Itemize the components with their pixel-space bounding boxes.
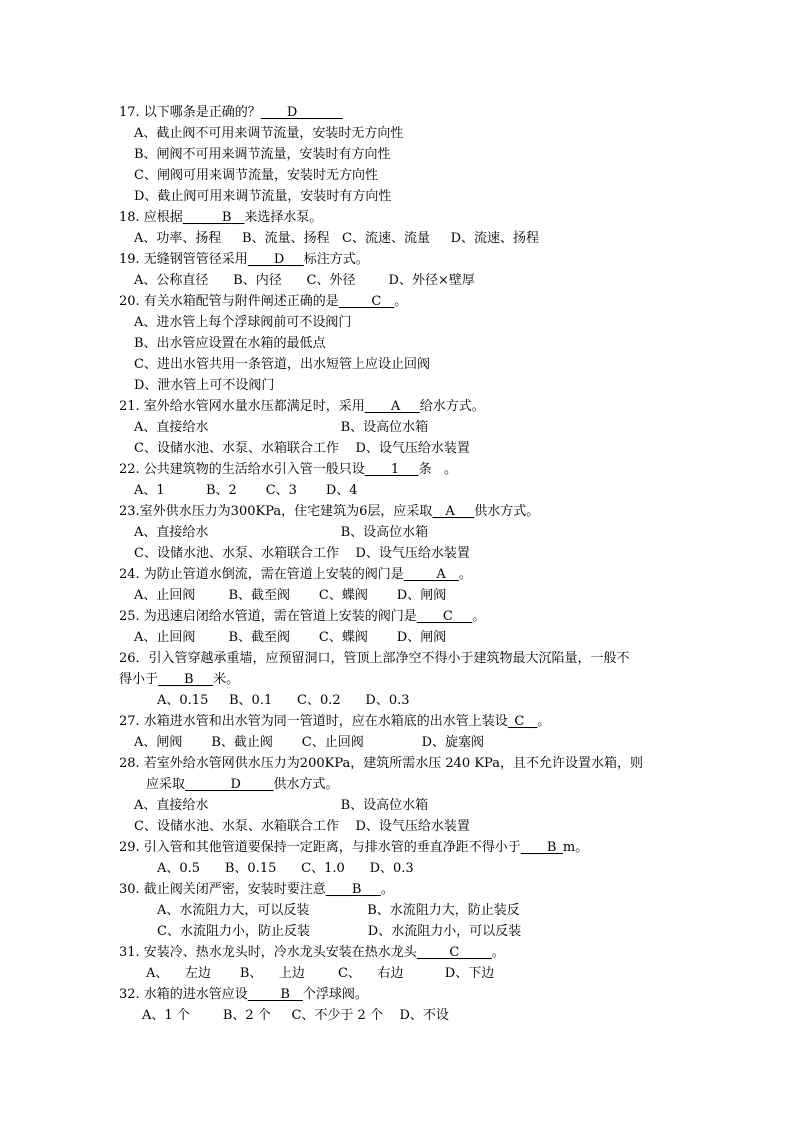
text-segment: 17. 以下哪条是正确的？	[119, 105, 261, 120]
question-line-q17	[134, 125, 403, 143]
question-line-q20	[134, 377, 274, 395]
text-segment: C、设储水池、水泵、水箱联合工作 D、设气压给水装置	[134, 441, 470, 456]
answer-blank: ____D___	[247, 252, 304, 267]
question-line-q23	[134, 545, 470, 563]
answer-blank: ____C___	[416, 609, 473, 624]
answer-blank: _____A__	[403, 567, 459, 582]
text-segment: 22. 公共建筑物的生活给水引入管一般只设	[119, 462, 365, 477]
question-line-q24	[134, 587, 446, 605]
question-line-q20	[134, 335, 326, 353]
answer-blank: _______D_____	[185, 777, 274, 792]
text-segment: A、1 个 B、2 个 C、不少于 2 个 D、不设	[142, 1008, 449, 1023]
answer-blank: ____D_______	[260, 105, 343, 120]
text-segment: 给水方式。	[419, 399, 485, 414]
text-segment: A、闸阀 B、截止阀 C、止回阀 D、旋塞阀	[134, 735, 485, 750]
text-segment: A、止回阀 B、截至阀 C、蝶阀 D、闸阀	[134, 630, 447, 645]
text-segment: 19. 无缝钢管管径采用	[119, 252, 248, 267]
question-line-q21	[134, 440, 470, 458]
text-segment: 。	[458, 567, 472, 582]
question-line-q28	[134, 797, 428, 815]
text-segment: C、设储水池、水泵、水箱联合工作 D、设气压给水装置	[134, 546, 470, 561]
question-stem-q25	[119, 608, 485, 626]
text-segment: 。	[537, 714, 551, 729]
text-segment: m。	[562, 840, 589, 855]
question-line-q25	[134, 629, 446, 647]
text-segment: A、0.5 B、0.15 C、1.0 D、0.3	[157, 861, 414, 876]
question-stem-q30	[119, 881, 394, 899]
question-stem-q21	[119, 398, 485, 416]
question-line-q28	[146, 776, 338, 794]
text-segment: 。	[472, 609, 486, 624]
text-segment: A、直接给水 B、设高位水箱	[134, 420, 429, 435]
text-segment: 28. 若室外给水管网供水压力为200KPa，建筑所需水压 240 KPa，且不允许设置水箱，则	[119, 756, 643, 771]
question-stem-q17	[119, 104, 343, 122]
question-stem-q24	[119, 566, 472, 584]
text-segment: B、闸阀不可用来调节流量，安装时有方向性	[134, 147, 391, 162]
text-segment: 32. 水箱的进水管应设	[119, 987, 248, 1002]
question-stem-q19	[119, 251, 369, 269]
text-segment: 得小于	[119, 672, 159, 687]
question-line-q21	[134, 419, 428, 437]
text-segment: C、进出水管共用一条管道，出水短管上应设止回阀	[134, 357, 430, 372]
question-stem-q20	[119, 293, 407, 311]
text-segment: 。	[491, 945, 505, 960]
question-line-q17	[134, 146, 391, 164]
text-segment: 31. 安装冷、热水龙头时，冷水龙头安装在热水龙头	[119, 945, 417, 960]
question-stem-q18	[119, 209, 322, 227]
answer-blank: ____1___	[364, 462, 419, 477]
answer-blank: __A___	[432, 504, 475, 519]
text-segment: C、闸阀可用来调节流量，安装时无方向性	[134, 168, 378, 183]
text-segment: A、进水管上每个浮球阀前可不设阀门	[134, 315, 352, 330]
text-segment: 20. 有关水箱配管与附件阐述正确的是	[119, 294, 339, 309]
answer-blank: ____B___	[158, 672, 214, 687]
text-segment: 25. 为迅速启闭给水管道，需在管道上安装的阀门是	[119, 609, 417, 624]
question-line-q32	[142, 1007, 449, 1025]
text-segment: 供水方式。	[474, 504, 540, 519]
text-segment: A、直接给水 B、设高位水箱	[134, 798, 429, 813]
answer-blank: ____A___	[364, 399, 420, 414]
text-segment: C、水流阻力小，防止反装 D、水流阻力小，可以反装	[157, 924, 522, 939]
question-line-q23	[134, 524, 428, 542]
question-stem-q22	[119, 461, 457, 479]
text-segment: 18. 应根据	[119, 210, 183, 225]
text-segment: 27. 水箱进水管和出水管为同一管道时，应在水箱底的出水管上装设	[119, 714, 508, 729]
question-stem-q31	[119, 944, 505, 962]
question-line-q30	[157, 902, 520, 920]
question-stem-q28	[119, 755, 643, 773]
question-line-q22	[134, 482, 358, 500]
answer-blank: ____B_	[520, 840, 563, 855]
question-line-q20	[134, 314, 351, 332]
text-segment: 26．引入管穿越承重墙，应预留洞口，管顶上部净空不得小于建筑物最大沉陷量，一般不	[119, 651, 630, 666]
text-segment: A、0.15 B、0.1 C、0.2 D、0.3	[157, 693, 410, 708]
text-segment: A、 左边 B、 上边 C、 右边 D、下边	[146, 966, 495, 981]
question-line-q27	[134, 734, 484, 752]
text-segment: 23.室外供水压力为300KPa，住宅建筑为6层，应采取	[119, 504, 433, 519]
question-line-q28	[134, 818, 470, 836]
question-line-q17	[134, 188, 391, 206]
question-line-q30	[157, 923, 521, 941]
text-segment: A、1 B、2 C、3 D、4	[134, 483, 358, 498]
text-segment: A、功率、扬程 B、流量、扬程 C、流速、流量 D、流速、扬程	[134, 231, 540, 246]
answer-blank: _____C_____	[416, 945, 492, 960]
text-segment: D、泄水管上可不设阀门	[134, 378, 275, 393]
answer-blank: _C__	[507, 714, 538, 729]
answer-blank: ____B___	[325, 882, 381, 897]
question-line-q29	[157, 860, 414, 878]
question-line-q19	[134, 272, 475, 290]
text-segment: 标注方式。	[303, 252, 369, 267]
question-line-q18	[134, 230, 539, 248]
text-segment: 。	[394, 294, 408, 309]
answer-blank: _____C__	[338, 294, 395, 309]
question-stem-q29	[119, 839, 588, 857]
question-stem-q32	[119, 986, 368, 1004]
text-segment: 21. 室外给水管网水量水压都满足时，采用	[119, 399, 365, 414]
text-segment: 24. 为防止管道水倒流，需在管道上安装的阀门是	[119, 567, 404, 582]
text-segment: 29. 引入管和其他管道要保持一定距离，与排水管的垂直净距不得小于	[119, 840, 521, 855]
text-segment: B、出水管应设置在水箱的最低点	[134, 336, 326, 351]
text-segment: 米。	[213, 672, 240, 687]
question-line-q17	[134, 167, 378, 185]
question-line-q26	[119, 671, 239, 689]
text-segment: 应采取	[146, 777, 186, 792]
text-segment: A、截止阀不可用来调节流量，安装时无方向性	[134, 126, 404, 141]
question-stem-q23	[119, 503, 539, 521]
answer-blank: ______B__	[182, 210, 245, 225]
question-line-q31	[146, 965, 494, 983]
text-segment: A、水流阻力大，可以反装 B、水流阻力大，防止装反	[157, 903, 520, 918]
text-segment: 30. 截止阀关闭严密，安装时要注意	[119, 882, 326, 897]
text-segment: A、止回阀 B、截至阀 C、蝶阀 D、闸阀	[134, 588, 447, 603]
text-segment: 。	[380, 882, 394, 897]
question-stem-q26	[119, 650, 630, 668]
text-segment: D、截止阀可用来调节流量，安装时有方向性	[134, 189, 392, 204]
text-segment: 来选择水泵。	[244, 210, 323, 225]
question-stem-q27	[119, 713, 550, 731]
question-line-q26	[157, 692, 410, 710]
text-segment: A、直接给水 B、设高位水箱	[134, 525, 429, 540]
text-segment: C、设储水池、水泵、水箱联合工作 D、设气压给水装置	[134, 819, 470, 834]
question-line-q20	[134, 356, 430, 374]
text-segment: 个浮球阀。	[302, 987, 368, 1002]
answer-blank: _____B__	[247, 987, 303, 1002]
text-segment: A、公称直径 B、内径 C、外径 D、外径×壁厚	[134, 273, 475, 288]
text-segment: 供水方式。	[273, 777, 339, 792]
text-segment: 条 。	[418, 462, 457, 477]
